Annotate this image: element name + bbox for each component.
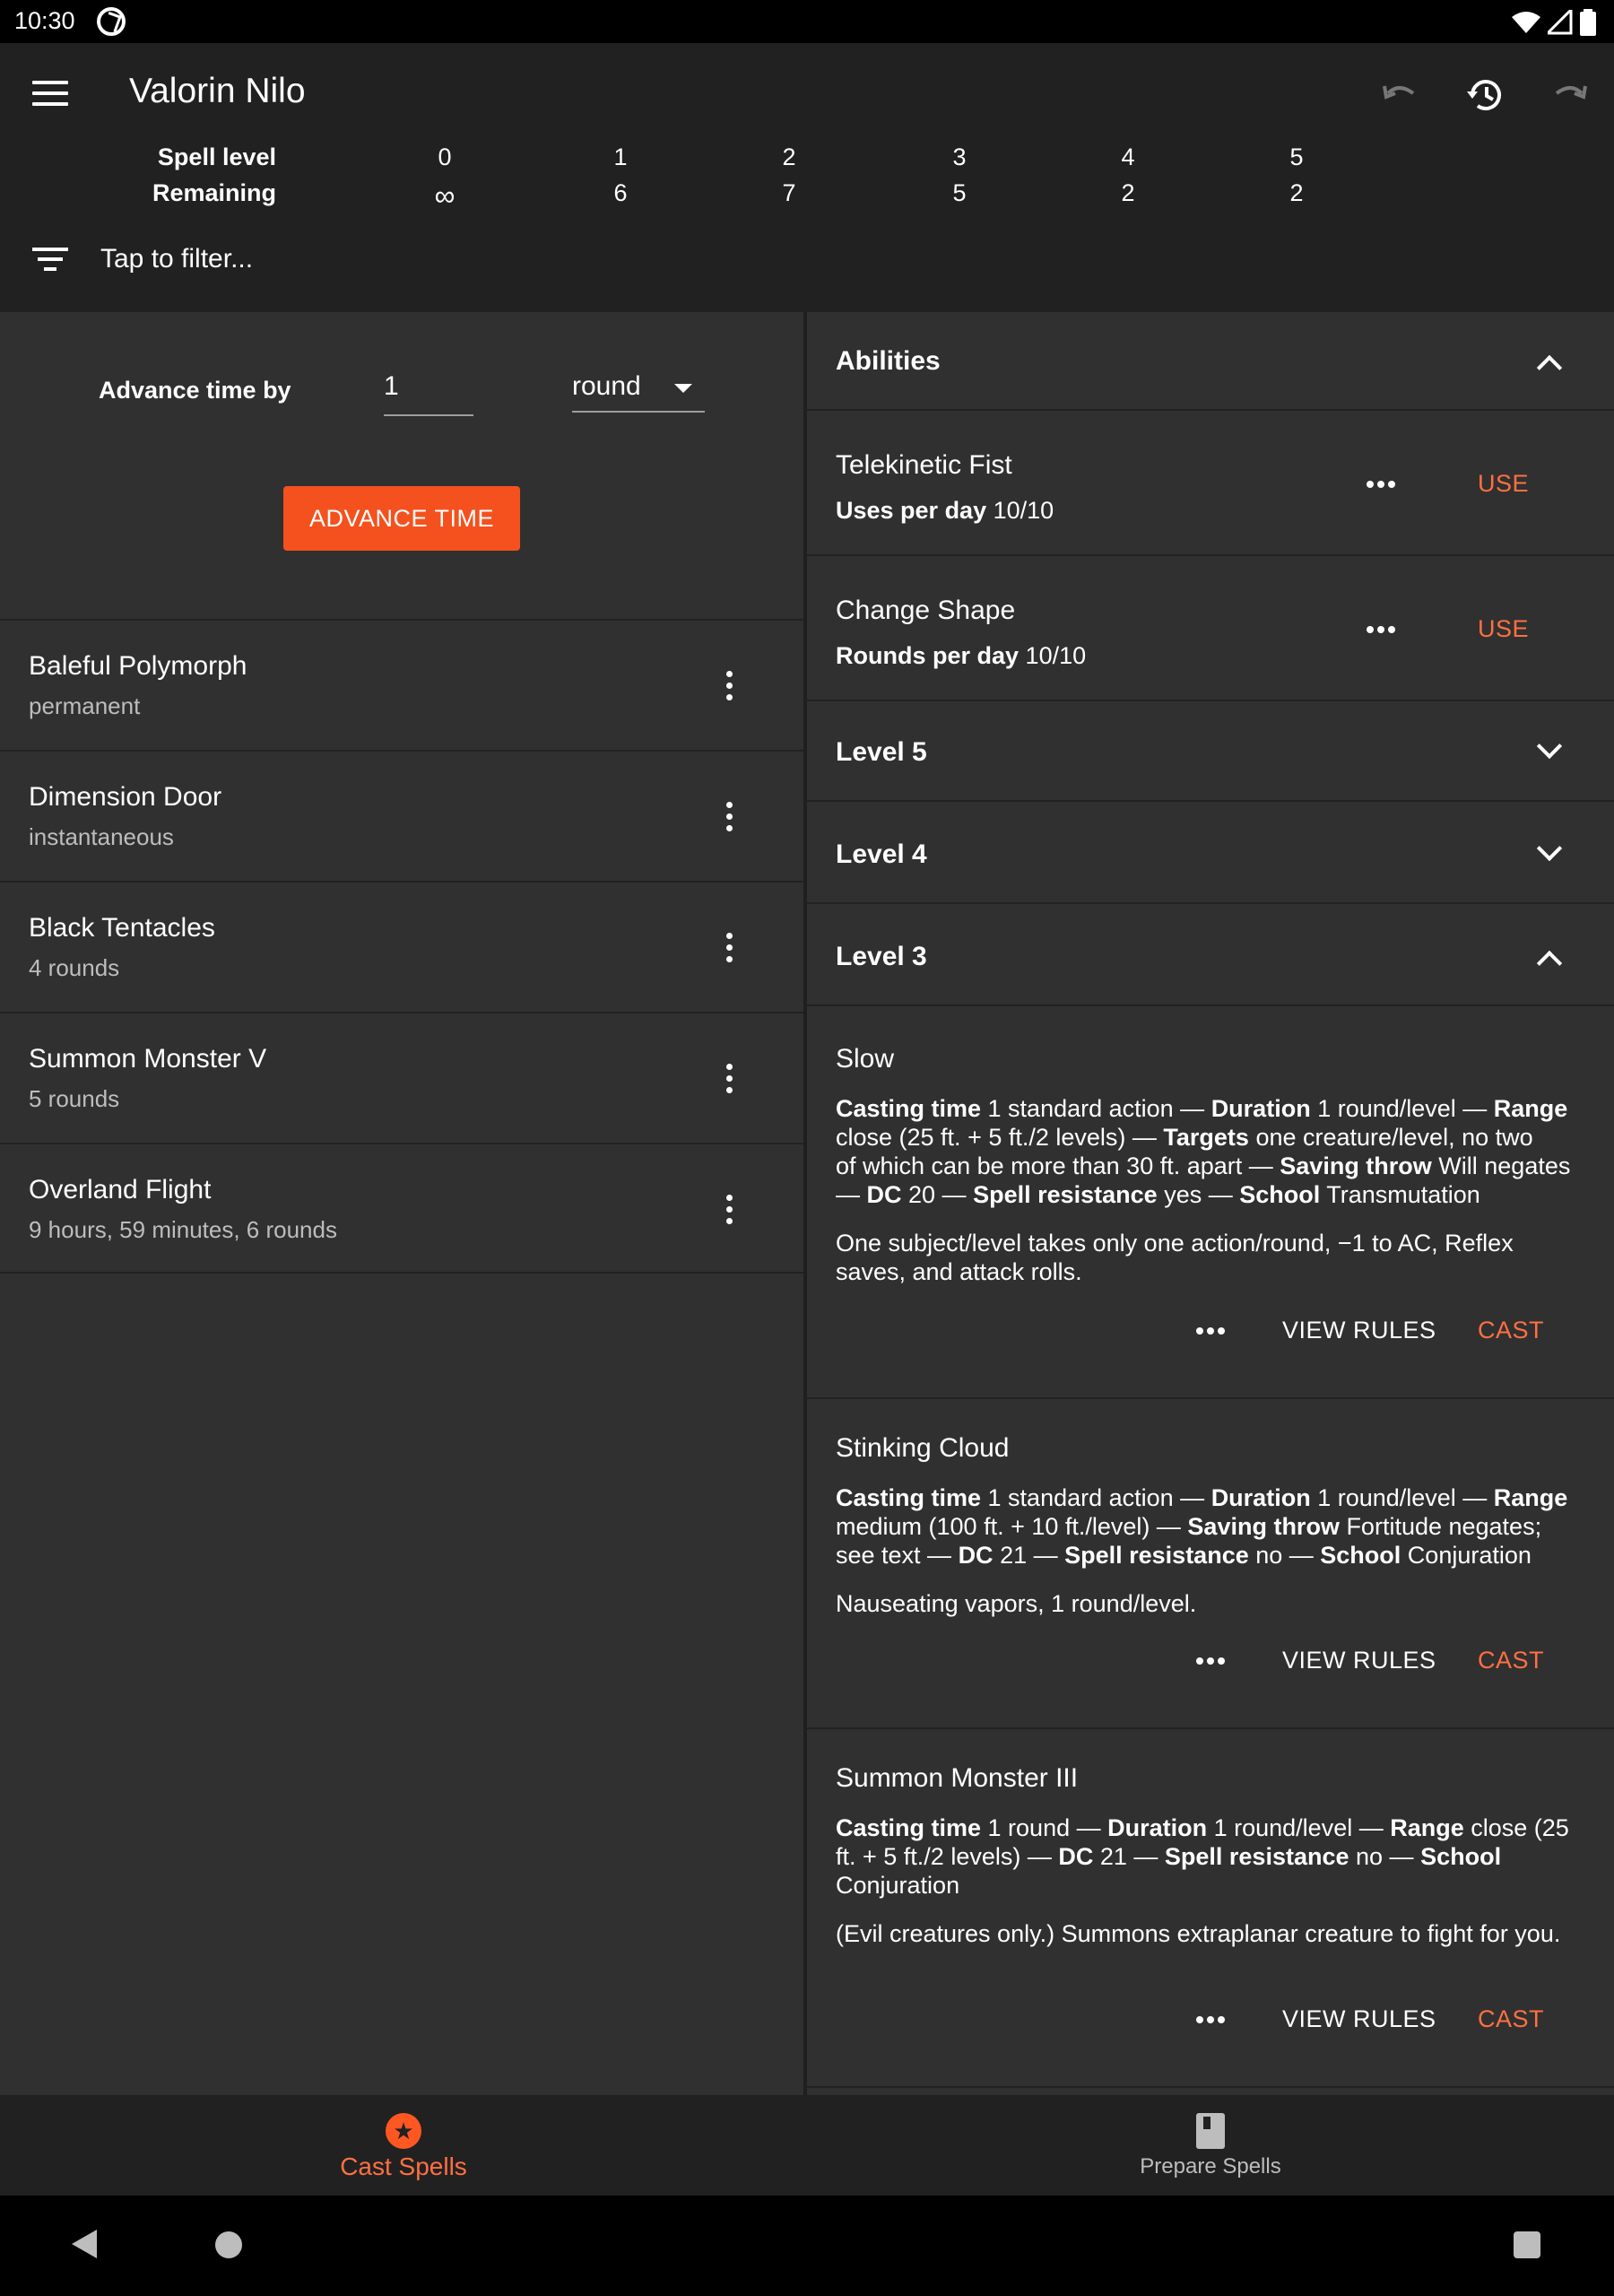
- spells-panel: [807, 312, 1614, 2095]
- spell-card: [807, 1010, 1614, 1399]
- history-icon[interactable]: [1463, 74, 1506, 117]
- usage-label: Uses per day: [836, 497, 987, 524]
- spell-description: Nauseating vapors, 1 round/level.: [836, 1590, 1197, 1617]
- ability-usage: [836, 497, 1054, 525]
- cast-button[interactable]: CAST: [1478, 1317, 1545, 1344]
- section-title: Level 4: [836, 839, 927, 869]
- cast-button[interactable]: CAST: [1478, 1647, 1545, 1674]
- chevron-up-icon: [1537, 951, 1562, 976]
- filter-input[interactable]: Tap to filter...: [100, 244, 254, 274]
- more-horiz-icon[interactable]: [1196, 1327, 1228, 1335]
- tab-label: Cast Spells: [340, 2152, 467, 2180]
- spell-level-4: 4: [1121, 144, 1135, 170]
- level-5-header[interactable]: [807, 703, 1614, 802]
- more-vert-icon[interactable]: [726, 1195, 735, 1227]
- advance-amount-input[interactable]: 1: [384, 364, 473, 416]
- spell-level-grid: [0, 144, 1614, 215]
- effect-name: Baleful Polymorph: [29, 651, 247, 681]
- effect-duration: 9 hours, 59 minutes, 6 rounds: [29, 1216, 337, 1243]
- active-effects-panel: [0, 312, 803, 2095]
- view-rules-button[interactable]: VIEW RULES: [1282, 2005, 1436, 2032]
- ability-row: [807, 558, 1614, 701]
- usage-value: 10/10: [1025, 642, 1087, 669]
- more-vert-icon[interactable]: [726, 933, 735, 965]
- list-item[interactable]: [0, 1012, 803, 1143]
- spell-name: Stinking Cloud: [836, 1433, 1010, 1463]
- effect-name: Summon Monster V: [29, 1044, 267, 1074]
- more-vert-icon[interactable]: [726, 1064, 735, 1096]
- remaining-3: 5: [952, 179, 967, 206]
- app-header: [0, 43, 1614, 312]
- effect-duration: 4 rounds: [29, 954, 120, 981]
- spell-level-1: 1: [613, 144, 628, 170]
- tab-prepare-spells[interactable]: [807, 2095, 1614, 2196]
- remaining-4: 2: [1121, 179, 1135, 206]
- list-item[interactable]: [0, 750, 803, 881]
- filter-icon[interactable]: [32, 248, 68, 274]
- ability-row: [807, 413, 1614, 556]
- tab-label: Prepare Spells: [1140, 2154, 1281, 2179]
- effect-duration: permanent: [29, 692, 141, 719]
- level-3-header[interactable]: [807, 908, 1614, 1006]
- spell-name: Summon Monster III: [836, 1763, 1079, 1793]
- section-title: Level 3: [836, 942, 927, 971]
- usage-value: 10/10: [993, 497, 1054, 524]
- chevron-down-icon: [1537, 734, 1562, 759]
- sync-icon: [97, 7, 126, 36]
- remaining-0: ∞: [434, 179, 456, 212]
- remaining-1: 6: [613, 179, 628, 206]
- chevron-up-icon: [1537, 355, 1562, 380]
- menu-icon[interactable]: [32, 81, 68, 108]
- level-4-header[interactable]: [807, 805, 1614, 904]
- view-rules-button[interactable]: VIEW RULES: [1282, 1647, 1436, 1674]
- ability-name: Telekinetic Fist: [836, 450, 1012, 480]
- star-icon: ★: [386, 2113, 421, 2149]
- spell-level-2: 2: [782, 144, 796, 170]
- undo-icon[interactable]: [1377, 74, 1420, 117]
- effect-duration: 5 rounds: [29, 1085, 120, 1112]
- list-item[interactable]: [0, 619, 803, 750]
- list-item[interactable]: [0, 1143, 803, 1274]
- tab-cast-spells[interactable]: [0, 2095, 807, 2196]
- wifi-icon: [1512, 10, 1540, 35]
- effect-duration: instantaneous: [29, 823, 174, 850]
- spell-meta: Casting time 1 round — Duration 1 round/level — Range close (25 ft. + 5 ft./2 levels) — DC 21 — Spell resistance no — School Conjuration: [836, 1814, 1569, 1899]
- more-horiz-icon[interactable]: [1367, 626, 1399, 633]
- advance-time-button[interactable]: ADVANCE TIME: [283, 486, 520, 551]
- spell-level-0: 0: [438, 144, 452, 170]
- spell-meta: Casting time 1 standard action — Duration 1 round/level — Range close (25 ft. + 5 ft./2 levels) — Targets one creature/level, no two of which can be more than 30 ft. apart — Saving throw Will negates — DC 20 — Spell resistance yes — School Transmutation: [836, 1095, 1571, 1208]
- more-horiz-icon[interactable]: [1367, 481, 1399, 488]
- ability-usage: [836, 642, 1086, 670]
- redo-icon[interactable]: [1549, 74, 1592, 117]
- home-icon[interactable]: [215, 2231, 242, 2258]
- more-horiz-icon[interactable]: [1196, 1657, 1228, 1665]
- section-title: Abilities: [836, 346, 941, 376]
- recents-icon[interactable]: [1514, 2231, 1540, 2258]
- use-button[interactable]: USE: [1478, 615, 1530, 642]
- more-vert-icon[interactable]: [726, 671, 735, 703]
- chevron-down-icon: [1537, 836, 1562, 861]
- advance-unit-select[interactable]: [572, 364, 705, 413]
- more-vert-icon[interactable]: [726, 802, 735, 834]
- page-title: Valorin Nilo: [129, 72, 306, 110]
- effect-name: Black Tentacles: [29, 913, 215, 943]
- effect-name: Overland Flight: [29, 1175, 212, 1205]
- cast-button[interactable]: CAST: [1478, 2005, 1545, 2032]
- advance-unit-value: round: [572, 371, 641, 401]
- section-title: Level 5: [836, 737, 927, 767]
- back-icon[interactable]: [72, 2230, 97, 2258]
- usage-label: Rounds per day: [836, 642, 1020, 669]
- system-icons: [1512, 9, 1596, 36]
- remaining-2: 7: [782, 179, 796, 206]
- spell-description: (Evil creatures only.) Summons extraplanar creature to fight for you.: [836, 1920, 1561, 1947]
- spell-description: One subject/level takes only one action/round, −1 to AC, Reflex saves, and attack rolls.: [836, 1230, 1514, 1285]
- spell-meta: Casting time 1 standard action — Duration 1 round/level — Range medium (100 ft. + 10 ft./level) — Saving throw Fortitude negates; see text — DC 21 — Spell resistance no — School Conjuration: [836, 1484, 1568, 1569]
- status-bar: [0, 0, 1614, 43]
- dropdown-arrow-icon: [674, 384, 692, 393]
- battery-icon: [1580, 9, 1596, 36]
- ability-name: Change Shape: [836, 596, 1016, 625]
- remaining-label: Remaining: [152, 179, 276, 206]
- spell-level-label: Spell level: [157, 144, 276, 170]
- view-rules-button[interactable]: VIEW RULES: [1282, 1317, 1436, 1344]
- use-button[interactable]: USE: [1478, 470, 1530, 497]
- status-time: 10:30: [14, 7, 75, 34]
- spell-name: Slow: [836, 1044, 895, 1074]
- system-navigation-bar: [0, 2196, 1614, 2296]
- spell-level-3: 3: [952, 144, 967, 170]
- book-icon: [1196, 2113, 1225, 2149]
- active-effects-list: [0, 619, 803, 1274]
- remaining-5: 2: [1289, 179, 1304, 206]
- spell-card: [807, 1729, 1614, 2088]
- filter-bar[interactable]: [0, 231, 1614, 294]
- list-item[interactable]: [0, 881, 803, 1012]
- bottom-navigation: [0, 2095, 1614, 2196]
- spell-card: [807, 1399, 1614, 1729]
- abilities-header[interactable]: [807, 312, 1614, 411]
- advance-time-label: Advance time by: [99, 377, 291, 404]
- effect-name: Dimension Door: [29, 782, 222, 812]
- spell-level-5: 5: [1289, 144, 1304, 170]
- signal-icon: [1548, 10, 1573, 35]
- more-horiz-icon[interactable]: [1196, 2016, 1228, 2023]
